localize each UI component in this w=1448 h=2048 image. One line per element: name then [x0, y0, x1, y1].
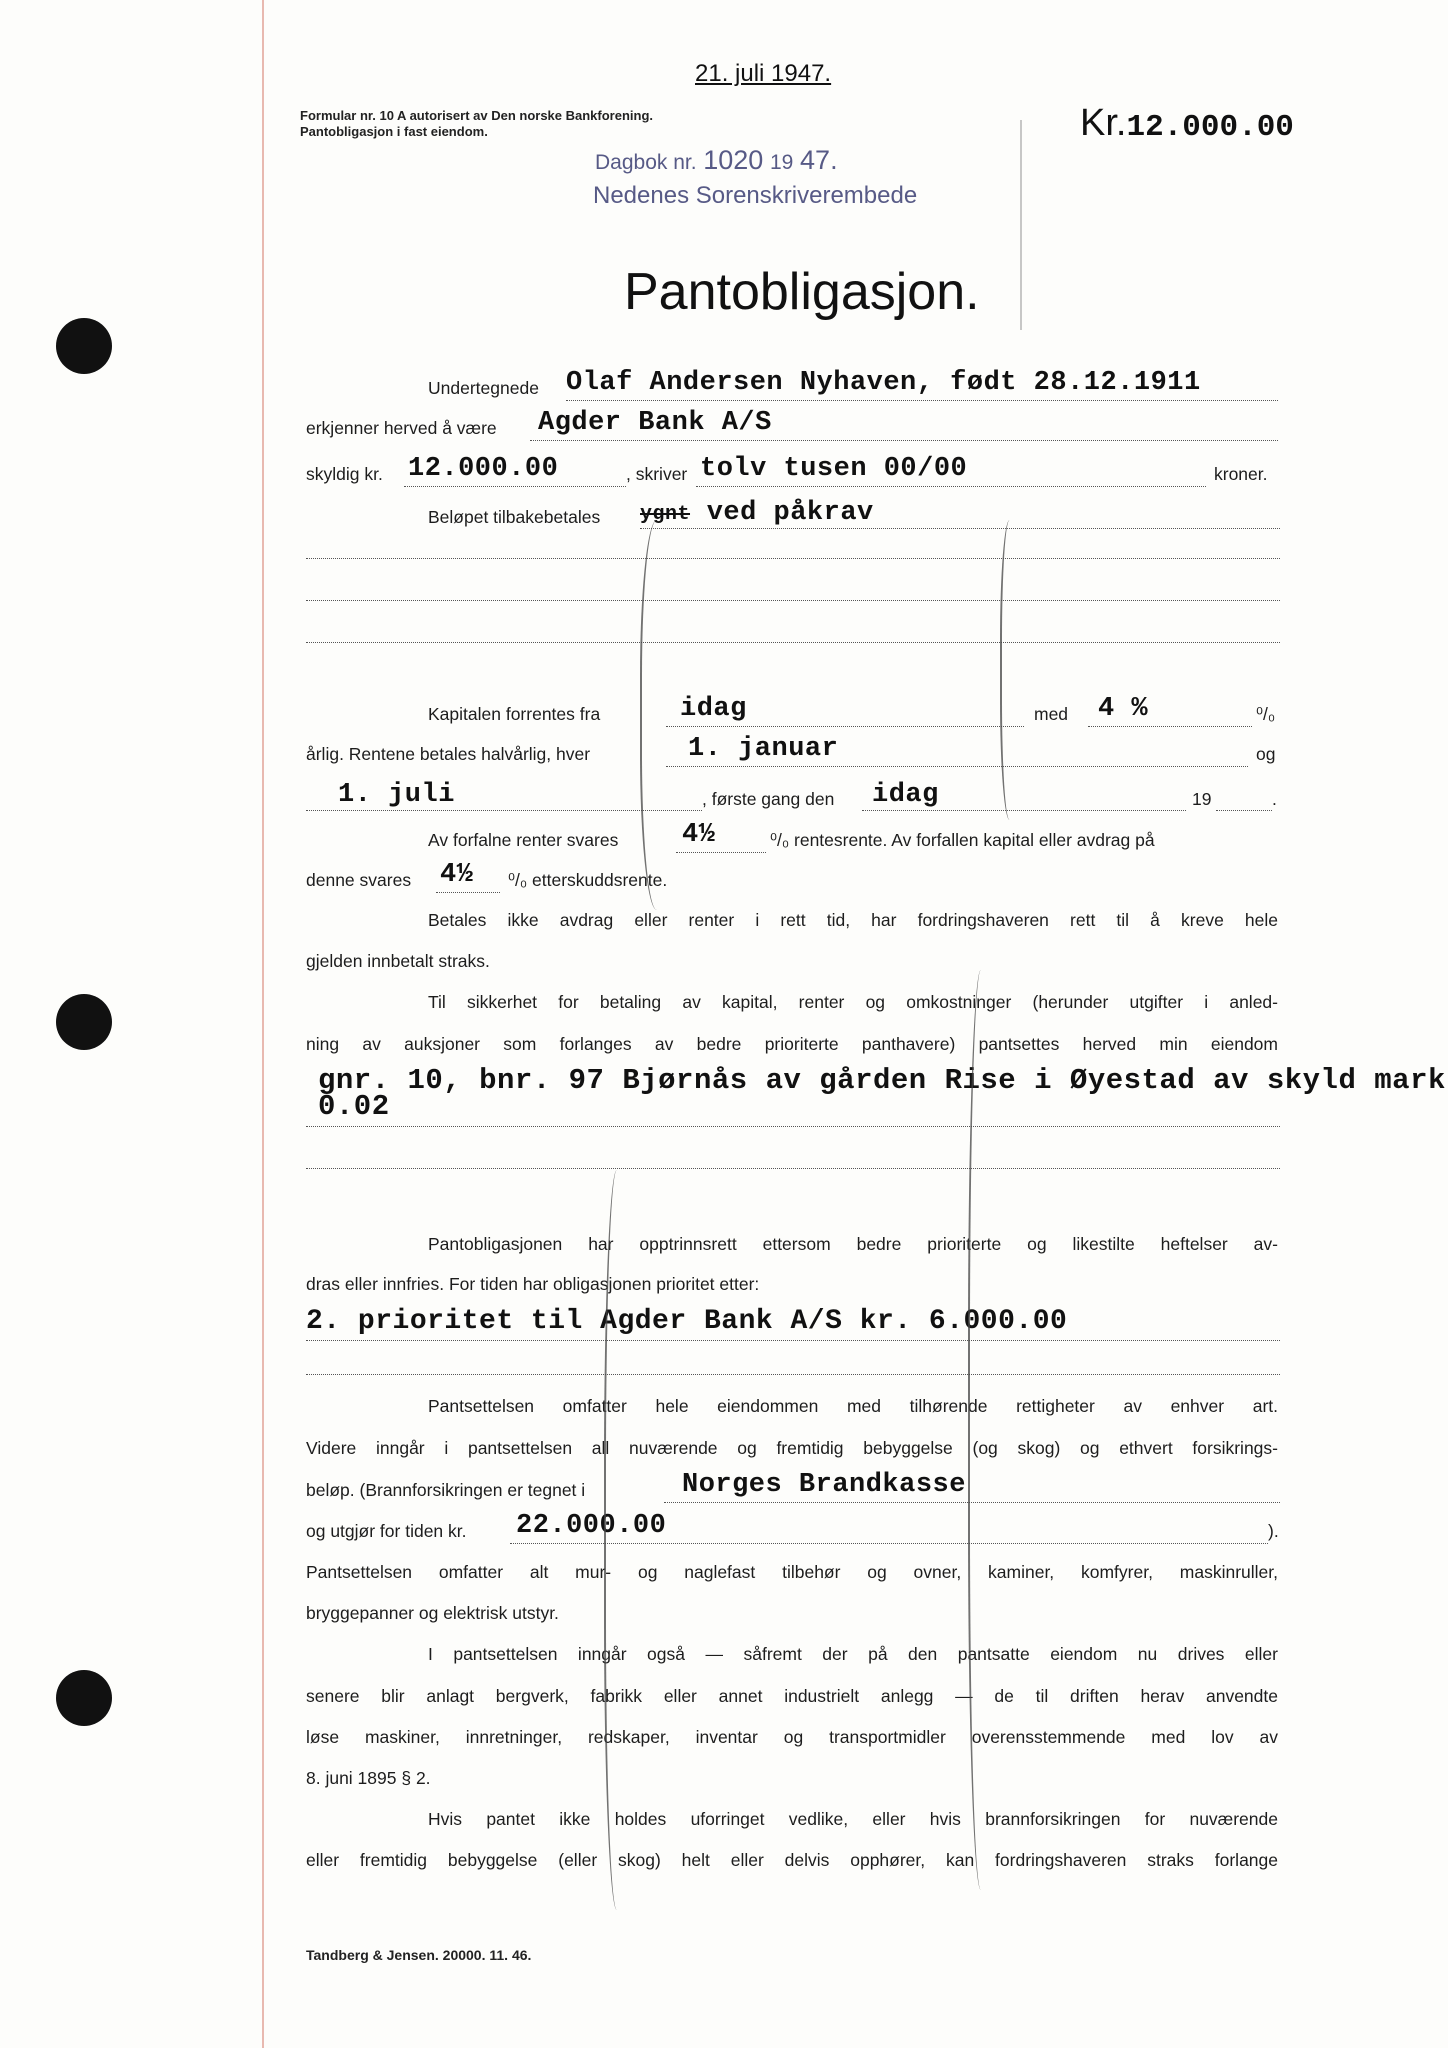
- dagbok-label: Dagbok nr.: [595, 151, 697, 174]
- interest-from-value: idag: [680, 694, 747, 724]
- med-label: med: [1034, 704, 1069, 724]
- dagbok-year: 47.: [800, 145, 838, 175]
- property-rule-1: [306, 1126, 1280, 1127]
- scope-line5: Pantsettelsen omfatter alt mur- og naglefast tilbehør og ovner, kaminer, komfyrer, maskinruller,: [306, 1562, 1278, 1582]
- interest-date1-line: [666, 766, 1248, 767]
- interest-rate: 4 %: [1098, 694, 1149, 724]
- blank-line-1: [306, 558, 1280, 559]
- first-time-line: [862, 810, 1186, 811]
- printer-imprint: Tandberg & Jensen. 20000. 11. 46.: [306, 1947, 532, 1963]
- maintenance-line1: Hvis pantet ikke holdes uforringet vedlike, eller hvis brannforsikringen for nuværende: [428, 1809, 1278, 1829]
- amount-label: Kr.: [1080, 102, 1127, 144]
- repayment-line: [640, 528, 1280, 529]
- crease-line: [1020, 120, 1022, 330]
- security-line2: ning av auksjoner som forlanges av bedre prioriterte panthavere) pantsettes herved min eiendom: [306, 1034, 1278, 1054]
- kroner-label: kroner.: [1214, 464, 1268, 484]
- insured-amount: 22.000.00: [516, 1511, 667, 1541]
- property-line1: gnr. 10, bnr. 97 Bjørnås av gården Rise i Øyestad av skyld mark: [318, 1064, 1446, 1097]
- annual-label: årlig. Rentene betales halvårlig, hver: [306, 744, 591, 764]
- blank-line-3: [306, 642, 1280, 643]
- overdue-a1: Av forfalne renter svares: [428, 830, 619, 850]
- repayment-label: Beløpet tilbakebetales: [428, 507, 601, 527]
- percent-sign-1: ⁰/₀: [1256, 704, 1276, 724]
- creditor-label: erkjenner herved å være: [306, 418, 497, 438]
- punch-hole-top: [56, 318, 112, 374]
- dagbok-stamp: [595, 145, 838, 176]
- year-period: .: [1272, 789, 1277, 809]
- priority-line2: dras eller innfries. For tiden har obligasjonen prioritet etter:: [306, 1274, 760, 1294]
- overdue-rate2-line: [436, 892, 500, 893]
- pencil-stroke-3: [968, 970, 1000, 1890]
- overdue-rate-line: [676, 852, 766, 853]
- overdue-rate: 4½: [682, 820, 716, 850]
- creditor-line: [530, 440, 1278, 441]
- scope-line1: Pantsettelsen omfatter hele eiendommen med tilhørende rettigheter av enhver art.: [428, 1396, 1278, 1416]
- industry-line2: senere blir anlagt bergverk, fabrikk eller annet industrielt anlegg — de til driften herav anvendte: [306, 1686, 1278, 1706]
- property-rule-2: [306, 1168, 1280, 1169]
- blank-line-2: [306, 600, 1280, 601]
- owed-words: tolv tusen 00/00: [700, 454, 968, 484]
- amount-value: 12.000.00: [1126, 110, 1294, 145]
- debtor-value: Olaf Andersen Nyhaven, født 28.12.1911: [566, 368, 1201, 398]
- property-line2: 0.02: [318, 1090, 390, 1123]
- og-label: og: [1256, 744, 1276, 764]
- margin-rule: [262, 0, 264, 2048]
- security-line1: Til sikkerhet for betaling av kapital, renter og omkostninger (herunder utgifter i anled-: [428, 992, 1278, 1012]
- default-line1: Betales ikke avdrag eller renter i rett tid, har fordringshaveren rett til å kreve hele: [428, 910, 1278, 930]
- office-stamp: Nedenes Sorenskriverembede: [593, 182, 918, 209]
- creditor-value: Agder Bank A/S: [538, 408, 772, 438]
- dagbok-number: 1020: [703, 145, 764, 175]
- document-title: Pantobligasjon.: [624, 263, 980, 321]
- scope-line4-label: og utgjør for tiden kr.: [306, 1521, 467, 1541]
- year-label: 19: [1192, 789, 1212, 809]
- scope-line3-label: beløp. (Brannforsikringen er tegnet i: [306, 1480, 586, 1500]
- first-time-value: idag: [872, 780, 939, 810]
- owed-amount: 12.000.00: [408, 454, 559, 484]
- overdue-a2: ⁰/₀ rentesrente. Av forfallen kapital eller avdrag på: [770, 830, 1155, 850]
- pencil-stroke-1: [640, 520, 682, 910]
- interest-date2: 1. juli: [338, 780, 455, 810]
- priority-rule-2: [306, 1374, 1280, 1375]
- industry-line3: løse maskiner, innretninger, redskaper, inventar og transportmidler overensstemmende med lov av: [306, 1727, 1278, 1747]
- skriver-label: , skriver: [626, 464, 688, 484]
- interest-from-label: Kapitalen forrentes fra: [428, 704, 601, 724]
- priority-line1: Pantobligasjonen har opptrinnsrett ettersom bedre prioriterte og likestilte heftelser av-: [428, 1234, 1278, 1254]
- pencil-stroke-2: [604, 1170, 636, 1910]
- scope-line6: bryggepanner og elektrisk utstyr.: [306, 1603, 559, 1623]
- punch-hole-bottom: [56, 1670, 112, 1726]
- first-time-label: , første gang den: [702, 789, 835, 809]
- interest-rate-line: [1088, 726, 1252, 727]
- overdue-b1: denne svares: [306, 870, 412, 890]
- repayment-struck: ygnt: [640, 503, 691, 526]
- repayment-value: [640, 498, 874, 528]
- interest-date1: 1. januar: [688, 734, 839, 764]
- form-note-line1: Formular nr. 10 A autorisert av Den norske Bankforening.: [300, 108, 654, 123]
- repayment-text: ved påkrav: [690, 498, 874, 528]
- default-line2: gjelden innbetalt straks.: [306, 951, 490, 971]
- scope-line4-end: ).: [1268, 1521, 1279, 1541]
- priority-value: 2. prioritet til Agder Bank A/S kr. 6.000.00: [306, 1306, 1068, 1337]
- owed-amount-line: [404, 486, 626, 487]
- owed-label: skyldig kr.: [306, 464, 383, 484]
- overdue-b2: ⁰/₀ etterskuddsrente.: [508, 870, 668, 890]
- document-date: 21. juli 1947.: [695, 60, 832, 87]
- industry-line1: I pantsettelsen inngår også — såfremt der på den pantsatte eiendom nu drives eller: [428, 1644, 1278, 1664]
- year-line: [1216, 810, 1272, 811]
- interest-from-line: [666, 726, 1024, 727]
- pencil-stroke-4: [1000, 520, 1024, 820]
- priority-rule-1: [306, 1340, 1280, 1341]
- owed-words-line: [696, 486, 1206, 487]
- overdue-rate2: 4½: [440, 860, 474, 890]
- debtor-line: [566, 400, 1278, 401]
- insurer-value: Norges Brandkasse: [682, 1470, 966, 1500]
- scope-line2: Videre inngår i pantsettelsen all nuværende og fremtidig bebyggelse (og skog) og ethvert forsikrings-: [306, 1438, 1278, 1458]
- debtor-label: Undertegnede: [428, 378, 539, 398]
- maintenance-line2: eller fremtidig bebyggelse (eller skog) helt eller delvis opphører, kan fordringshaveren straks forlange: [306, 1850, 1278, 1870]
- amount-header: [1080, 102, 1294, 145]
- industry-line4: 8. juni 1895 § 2.: [306, 1768, 431, 1788]
- form-note-line2: Pantobligasjon i fast eiendom.: [300, 124, 488, 139]
- dagbok-19: 19: [770, 151, 794, 174]
- punch-hole-middle: [56, 994, 112, 1050]
